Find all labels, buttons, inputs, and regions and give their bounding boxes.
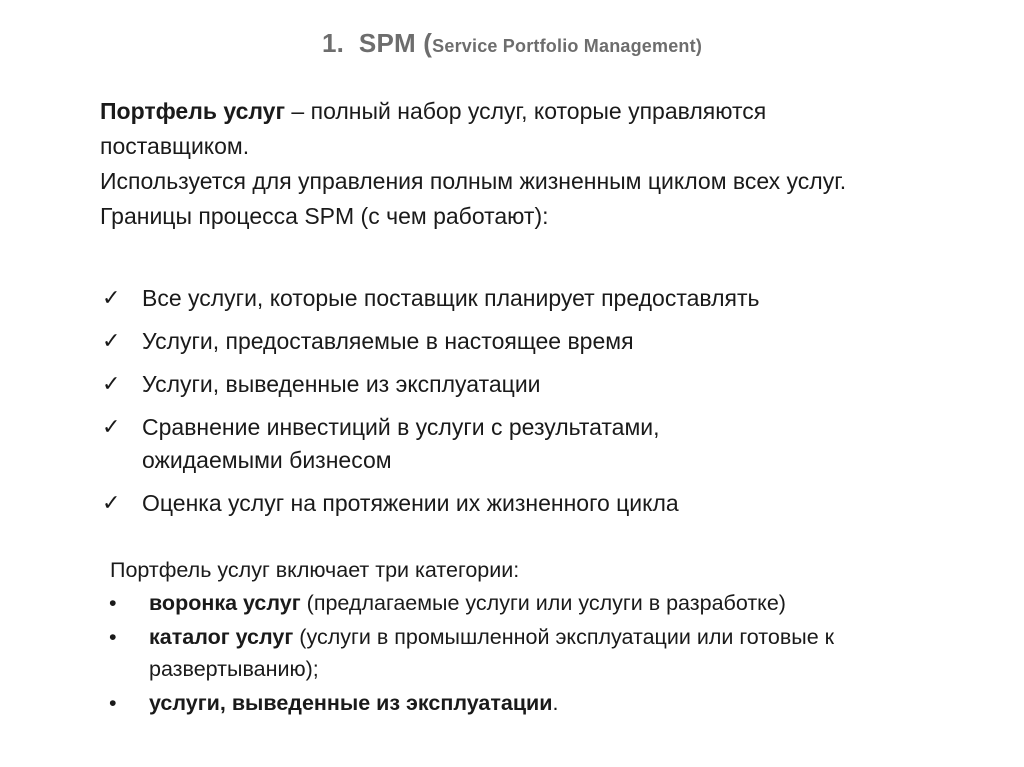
checklist-item-text: Услуги, выведенные из эксплуатации xyxy=(142,371,541,397)
checklist-item xyxy=(100,487,900,520)
intro-boundaries: Границы процесса SPM (с чем работают): xyxy=(100,203,549,229)
intro-term: Портфель услуг xyxy=(100,98,286,124)
intro-definition xyxy=(100,94,900,164)
checklist-item-text: Оценка услуг на протяжении их жизненного цикла xyxy=(142,490,679,516)
category-description: (предлагаемые услуги или услуги в разработке) xyxy=(300,591,786,615)
checklist-item xyxy=(100,282,900,315)
category-description: . xyxy=(552,691,559,715)
check-icon: ✓ xyxy=(102,491,121,516)
categories-block xyxy=(110,554,990,721)
check-icon: ✓ xyxy=(102,372,121,397)
title-sub: Service Portfolio Management) xyxy=(432,36,703,56)
intro-usage: Используется для управления полным жизненным циклом всех услуг. xyxy=(100,168,847,194)
checklist-item xyxy=(100,325,900,358)
category-name: каталог услуг xyxy=(149,625,294,649)
check-icon: ✓ xyxy=(102,415,121,440)
title-number: 1. xyxy=(321,28,345,58)
bullet-icon: • xyxy=(109,691,117,715)
bullet-icon: • xyxy=(109,591,117,615)
check-icon: ✓ xyxy=(102,286,121,311)
check-icon: ✓ xyxy=(102,329,121,354)
intro-block xyxy=(100,94,900,234)
categories-heading: Портфель услуг включает три категории: xyxy=(110,558,520,582)
bullet-icon: • xyxy=(109,625,117,649)
category-description: (услуги в промышленной эксплуатации или готовые к развертыванию); xyxy=(149,625,835,681)
checklist-item xyxy=(100,411,782,477)
category-item xyxy=(110,687,990,719)
checklist-item-text: Все услуги, которые поставщик планирует предоставлять xyxy=(142,285,760,311)
slide-title xyxy=(0,28,1024,59)
checklist-item xyxy=(100,368,900,401)
category-name: услуги, выведенные из эксплуатации xyxy=(149,691,553,715)
categories-list xyxy=(110,587,990,719)
title-main: SPM ( xyxy=(358,28,433,58)
checklist-item-text: Услуги, предоставляемые в настоящее время xyxy=(142,328,634,354)
intro-definition-text: – полный набор услуг, которые управляются поставщиком. xyxy=(100,98,767,159)
category-item xyxy=(110,587,990,619)
checklist-item-text: Сравнение инвестиций в услуги с результатами, ожидаемыми бизнесом xyxy=(142,414,660,473)
category-name: воронка услуг xyxy=(149,591,301,615)
category-item xyxy=(110,621,999,685)
boundaries-checklist xyxy=(100,282,900,530)
